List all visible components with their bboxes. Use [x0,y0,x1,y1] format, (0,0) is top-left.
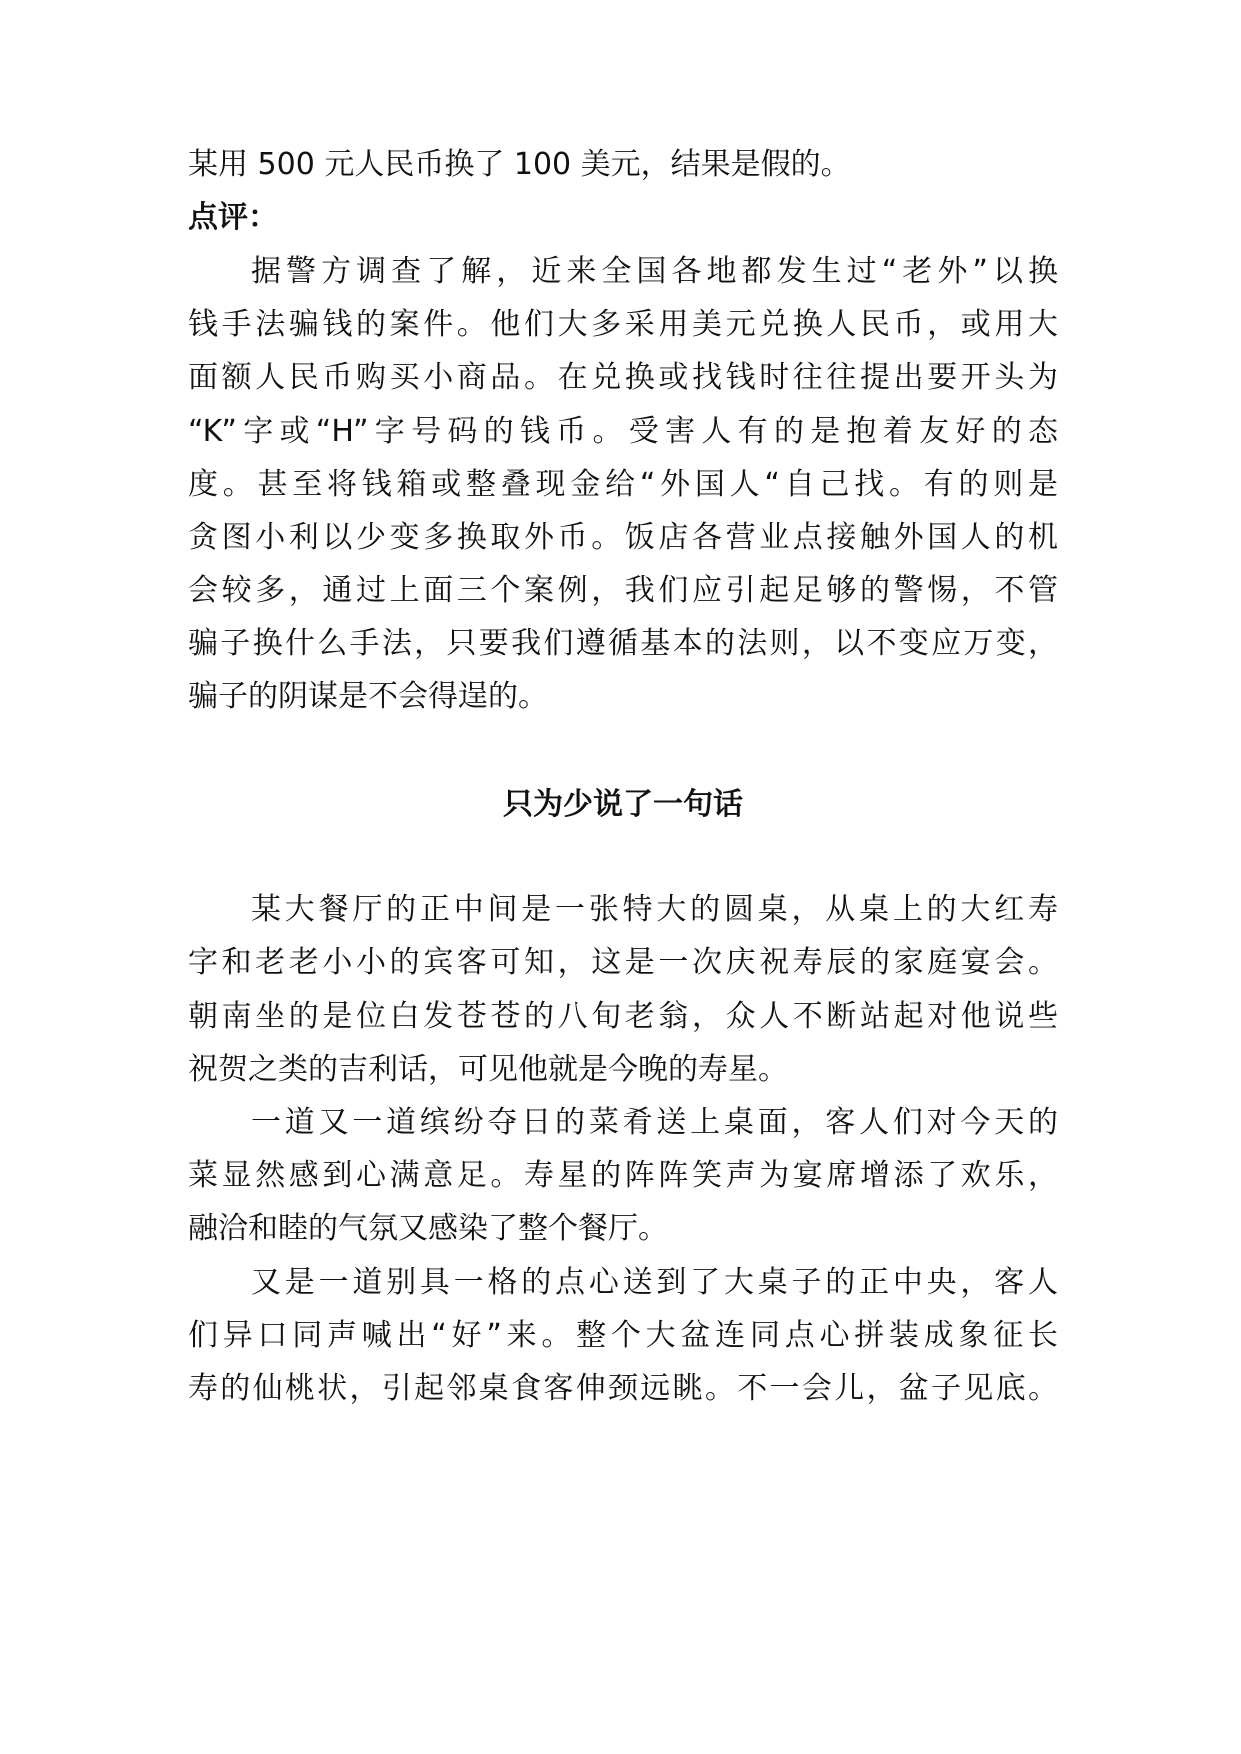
paragraph-line: 祝贺之类的吉利话，可见他就是今晚的寿星。 [188,1052,788,1087]
paragraph-line: 面额人民币购买小商品。在兑换或找钱时往往提出要开头为 [188,360,1058,395]
paragraph-line: 某用 500 元人民币换了 100 美元，结果是假的。 [188,147,851,182]
paragraph-line: 们异口同声喊出“好”来。整个大盆连同点心拼装成象征长 [188,1318,1058,1353]
paragraph-line: 融洽和睦的气氛又感染了整个餐厅。 [188,1211,668,1246]
paragraph-line: 骗子的阴谋是不会得逞的。 [188,679,548,714]
section-title: 只为少说了一句话 [503,787,743,822]
paragraph-line: 一道又一道缤纷夺日的菜肴送上桌面，客人们对今天的 [251,1105,1058,1140]
paragraph-line: 据警方调查了解，近来全国各地都发生过“老外”以换 [251,254,1058,289]
paragraph-line: 某大餐厅的正中间是一张特大的圆桌，从桌上的大红寿 [251,892,1058,927]
paragraph-line: 又是一道别具一格的点心送到了大桌子的正中央，客人 [251,1265,1058,1300]
paragraph-line: 寿的仙桃状，引起邻桌食客伸颈远眺。不一会儿，盆子见底。 [188,1371,1058,1406]
paragraph-line: 钱手法骗钱的案件。他们大多采用美元兑换人民币，或用大 [188,307,1058,342]
paragraph-line: “K”字或“H”字号码的钱币。受害人有的是抱着友好的态 [188,414,1058,449]
paragraph-line: 朝南坐的是位白发苍苍的八旬老翁，众人不断站起对他说些 [188,999,1058,1034]
paragraph-line: 字和老老小小的宾客可知，这是一次庆祝寿辰的家庭宴会。 [188,945,1058,980]
paragraph-line: 贪图小利以少变多换取外币。饭店各营业点接触外国人的机 [188,520,1058,555]
comment-heading: 点评： [188,200,278,235]
paragraph-line: 度。甚至将钱箱或整叠现金给“外国人“自己找。有的则是 [188,467,1058,502]
paragraph-line: 菜显然感到心满意足。寿星的阵阵笑声为宴席增添了欢乐， [188,1158,1058,1193]
paragraph-line: 骗子换什么手法，只要我们遵循基本的法则，以不变应万变， [188,626,1058,661]
paragraph-line: 会较多，通过上面三个案例，我们应引起足够的警惕，不管 [188,573,1058,608]
